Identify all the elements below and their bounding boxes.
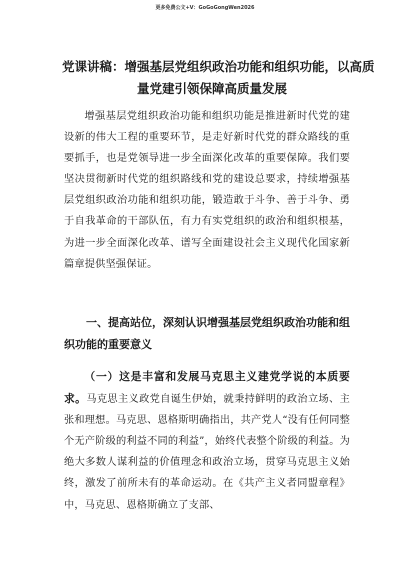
section-paragraph (64, 366, 350, 516)
document-title (62, 56, 375, 100)
header-note: 更多免费公文+V：GoGoGongWen2026 (155, 5, 255, 11)
intro-paragraph: 增强基层党组织政治功能和组织功能是推进新时代党的建设新的伟大工程的重要环节，是走好新时代党的群众路线的重要抓手，也是党领导进一步全面深化改革的重要保障。我们要坚决贯彻新时代党的组织路线和党的建设总要求，持续增强基层党组织政治功能和组织功能，锻造敢于斗争、善于斗争、勇于自我革命的干部队伍，有力有实党组织的政治和组织根基，为进一步全面深化改革、谱写全面建设社会主义现代化国家新篇章提供坚强保证。 (64, 111, 350, 270)
section-heading: 一、提高站位，深刻认识增强基层党组织政治功能和组织功能的重要意义 (64, 316, 350, 351)
subsection-body: 马克思主义政党自诞生伊始，就秉持鲜明的政治立场、主张和理想。马克思、恩格斯明确指出，共产党人“没有任何同整个无产阶级的利益不同的利益”，始终代表整个阶级的利益。为绝大多数人谋利益的价值理念和政治立场，贯穿马克思主义始终，激发了前所未有的革命运动。在《共产主义者同盟章程》中，马克思、恩格斯确立了支部、 (64, 394, 350, 511)
title-line-1: 党课讲稿：增强基层党组织政治功能和组织功能，以高质 (62, 59, 375, 74)
title-line-2: 量党建引领保障高质量发展 (136, 81, 287, 96)
subsection-heading: （一）这是丰富和发展马克思主义建党学说的本质要求。 (64, 370, 350, 406)
